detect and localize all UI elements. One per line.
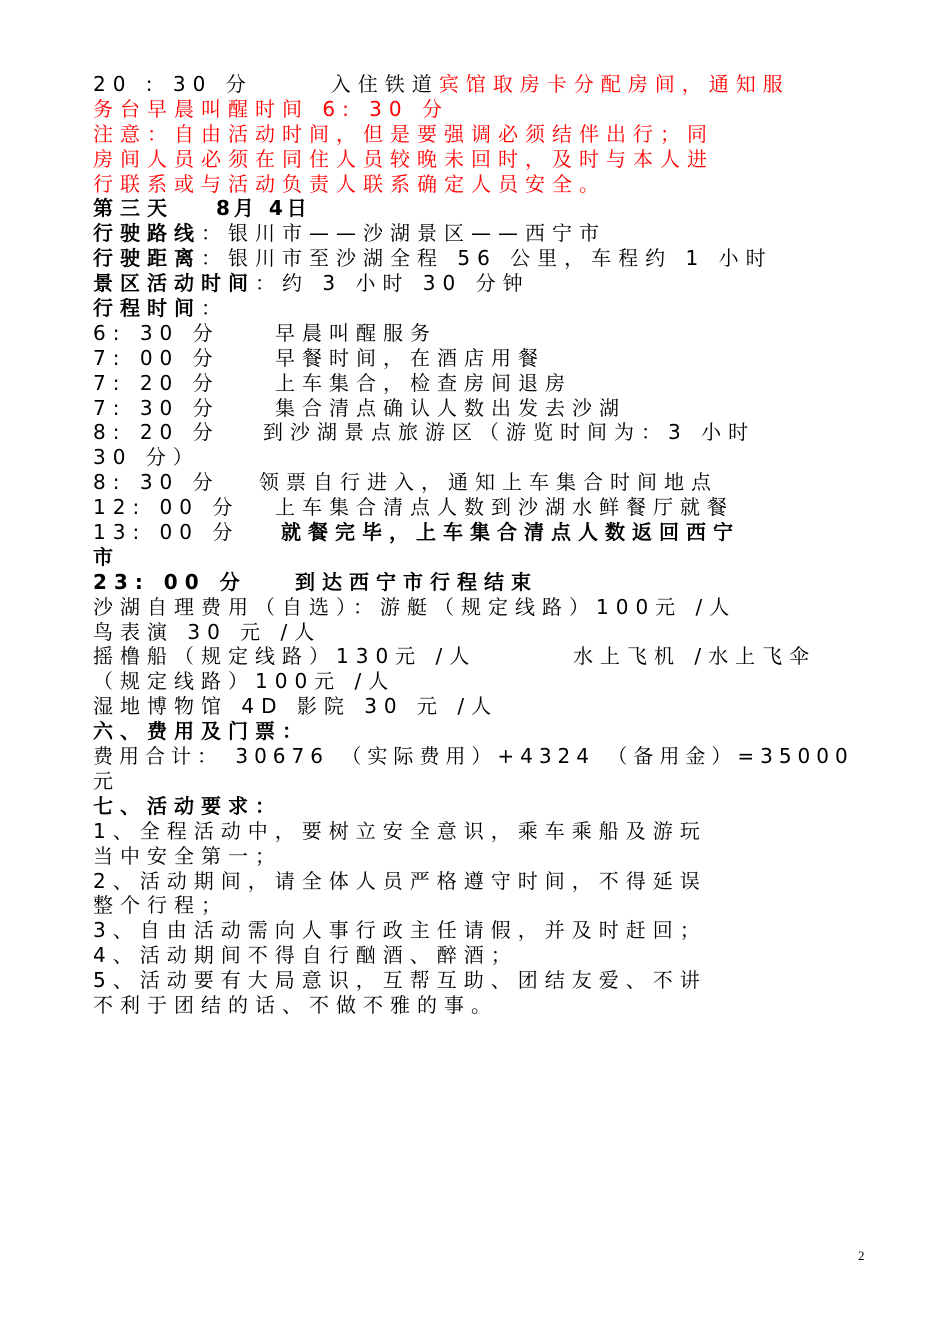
schedule-time: 7: 20 分 [93, 370, 220, 395]
requirement-line: 当中安全第一； [93, 843, 282, 868]
schedule-event: 集合清点确认人数出发去沙湖 [275, 395, 626, 420]
schedule-event: 到沙湖景点旅游区（游览时间为：3 小时 [263, 420, 756, 445]
schedule-continuation: 市 [93, 544, 120, 569]
schedule-row [93, 321, 863, 346]
schedule-row [93, 420, 863, 445]
schedule-time: 7: 30 分 [93, 395, 220, 420]
fee-line-2: 鸟表演 30 元 /人 [93, 619, 322, 644]
schedule-event: 就餐完毕，上车集合清点人数返回西宁 [281, 520, 740, 545]
fee-rowboat: 摇橹船（规定线路）130元 /人 [93, 644, 477, 669]
distance-value: ：银川市至沙湖全程 56 公里，车程约 1 小时 [201, 246, 773, 271]
distance-line [93, 246, 863, 271]
checkin-red-line-2: 务台早晨叫醒时间 6: 30 分 [93, 96, 449, 121]
document-body [93, 72, 863, 1018]
schedule-heading-line [93, 296, 863, 321]
checkin-red-text: 宾馆取房卡分配房间，通知服 [438, 72, 790, 96]
schedule-row [93, 346, 863, 371]
schedule-event: 上车集合，检查房间退房 [275, 370, 572, 395]
fee-line-1: 沙湖自理费用（自选）：游艇（规定线路）100元 /人 [93, 594, 737, 619]
schedule-row [93, 371, 863, 396]
schedule-row [93, 520, 863, 545]
requirement-line: 2、活动期间，请全体人员严格遵守时间，不得延误 [93, 868, 707, 893]
schedule-label: 行程时间 [93, 296, 201, 321]
duration-value: ：约 3 小时 30 分钟 [255, 271, 530, 296]
schedule-event: 早晨叫醒服务 [275, 320, 437, 345]
schedule-row [93, 470, 863, 495]
costs-heading: 六、费用及门票： [93, 719, 309, 744]
route-label: 行驶路线 [93, 221, 201, 246]
checkin-time: 20 : 30 分 [93, 72, 253, 96]
costs-total: 费用合计： 30676 （实际费用）+4324 （备用金）=35000 [93, 744, 854, 769]
duration-line [93, 271, 863, 296]
requirement-line: 整个行程； [93, 893, 228, 918]
requirement-line: 4、活动期间不得自行酗酒、醉酒； [93, 943, 518, 968]
schedule-continuation: 30 分） [93, 445, 200, 470]
day3-title: 第三天 [93, 196, 174, 221]
checkin-line [93, 72, 863, 97]
route-line [93, 221, 863, 246]
fee-line-5: 湿地博物馆 4D 影院 30 元 /人 [93, 694, 499, 719]
schedule-time: 12: 00 分 [93, 495, 240, 520]
schedule-event: 领票自行进入，通知上车集合时间地点 [259, 470, 718, 495]
requirement-line: 3、自由活动需向人事行政主任请假，并及时赶回； [93, 918, 707, 943]
schedule-time: 23: 00 分 [93, 569, 247, 594]
note-line-2: 房间人员必须在同住人员较晚未回时，及时与本人进 [93, 146, 714, 171]
requirement-line: 1、全程活动中，要树立安全意识，乘车乘船及游玩 [93, 818, 707, 843]
fee-line-3 [93, 644, 863, 669]
duration-label: 景区活动时间 [93, 271, 255, 296]
schedule-event: 上车集合清点人数到沙湖水鲜餐厅就餐 [275, 495, 734, 520]
requirements-heading: 七、活动要求： [93, 793, 282, 818]
schedule-time: 7: 00 分 [93, 345, 220, 370]
costs-total-unit: 元 [93, 768, 120, 793]
day3-heading [93, 196, 863, 221]
requirement-line: 5、活动要有大局意识，互帮互助、团结友爱、不讲 [93, 968, 707, 993]
fee-line-4: （规定线路）100元 /人 [93, 669, 396, 694]
requirement-line: 不利于团结的话、不做不雅的事。 [93, 992, 498, 1017]
checkin-black-text: 入住铁道 [330, 72, 439, 96]
schedule-colon: ： [201, 296, 228, 321]
schedule-time: 6: 30 分 [93, 320, 220, 345]
note-line-3: 行联系或与活动负责人联系确定人员安全。 [93, 171, 606, 196]
schedule-event: 早餐时间，在酒店用餐 [275, 345, 545, 370]
day3-date: 8月 4日 [216, 196, 311, 221]
fee-seaplane: 水上飞机 /水上飞伞 [573, 644, 817, 669]
schedule-row [93, 396, 863, 421]
schedule-row [93, 495, 863, 520]
schedule-row [93, 570, 863, 595]
schedule-time: 8: 20 分 [93, 420, 220, 445]
page-number: 2 [858, 1248, 865, 1263]
route-value: ：银川市——沙湖景区——西宁市 [201, 221, 606, 246]
schedule-event: 到达西宁市行程结束 [295, 569, 538, 594]
note-line-1: 注意：自由活动时间，但是要强调必须结伴出行；同 [93, 121, 714, 146]
schedule-time: 8: 30 分 [93, 470, 220, 495]
schedule-time: 13: 00 分 [93, 520, 240, 545]
distance-label: 行驶距离 [93, 246, 201, 271]
